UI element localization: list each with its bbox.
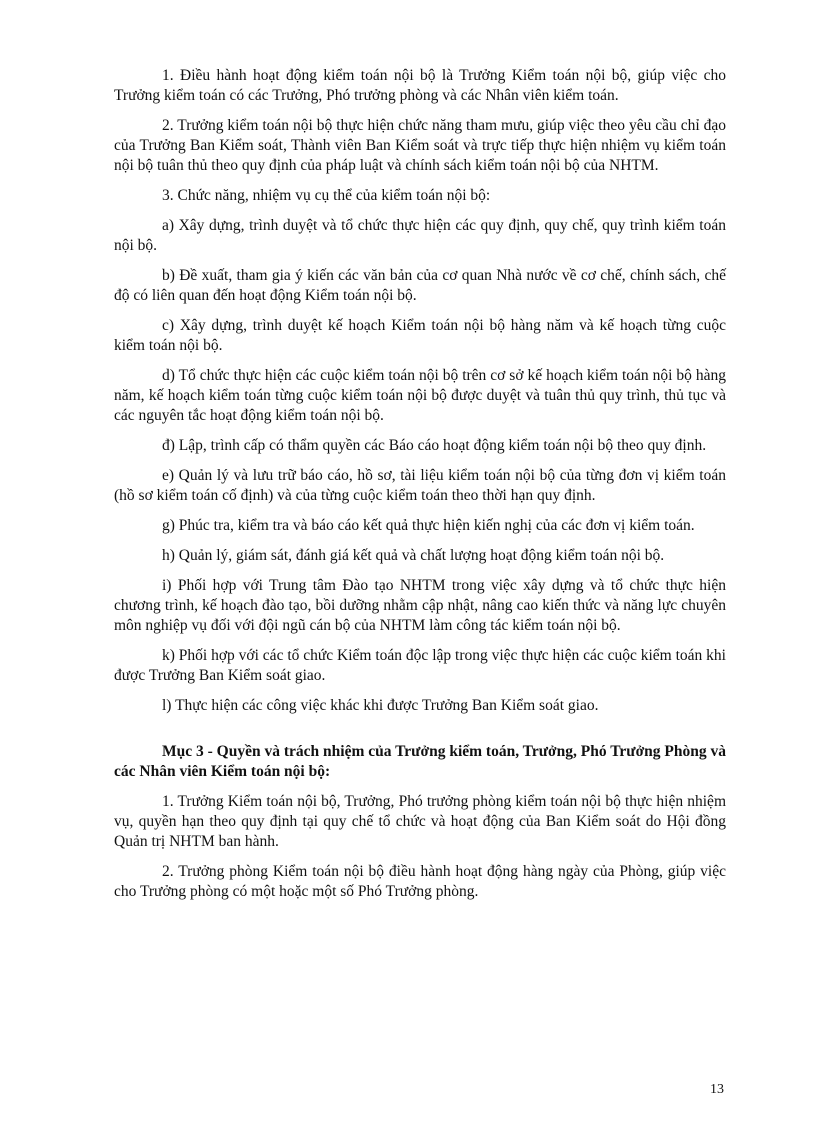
page-number: 13 bbox=[710, 1082, 724, 1097]
paragraph: c) Xây dựng, trình duyệt kế hoạch Kiểm toán nội bộ hàng năm và kế hoạch từng cuộc kiểm toán nội bộ. bbox=[114, 317, 726, 354]
paragraph: b) Đề xuất, tham gia ý kiến các văn bản của cơ quan Nhà nước về cơ chế, chính sách, chế độ có liên quan đến hoạt động Kiểm toán nội bộ. bbox=[114, 267, 726, 304]
paragraph: 1. Trưởng Kiểm toán nội bộ, Trưởng, Phó trưởng phòng kiểm toán nội bộ thực hiện nhiệm vụ, quyền hạn theo quy định tại quy chế tổ chức và hoạt động của Ban Kiểm soát do Hội đồng Quản trị NHTM ban hành. bbox=[114, 793, 726, 850]
paragraph: g) Phúc tra, kiểm tra và báo cáo kết quả thực hiện kiến nghị của các đơn vị kiểm toán. bbox=[162, 517, 695, 534]
paragraph: 1. Điều hành hoạt động kiểm toán nội bộ là Trưởng Kiểm toán nội bộ, giúp việc cho Trưởng kiểm toán có các Trưởng, Phó trưởng phòng và các Nhân viên kiểm toán. bbox=[114, 67, 726, 104]
paragraph: 3. Chức năng, nhiệm vụ cụ thể của kiểm toán nội bộ: bbox=[162, 187, 491, 204]
paragraph: l) Thực hiện các công việc khác khi được Trưởng Ban Kiểm soát giao. bbox=[162, 697, 599, 714]
paragraph: e) Quản lý và lưu trữ báo cáo, hồ sơ, tài liệu kiểm toán nội bộ của từng đơn vị kiểm toán (hồ sơ kiểm toán cố định) và của từng cuộc kiểm toán theo thời hạn quy định. bbox=[114, 467, 726, 504]
section-heading: Mục 3 - Quyền và trách nhiệm của Trưởng kiểm toán, Trưởng, Phó Trưởng Phòng và các Nhân viên Kiểm toán nội bộ: bbox=[114, 743, 726, 780]
paragraph: đ) Lập, trình cấp có thẩm quyền các Báo cáo hoạt động kiểm toán nội bộ theo quy định. bbox=[162, 437, 707, 454]
paragraph: h) Quản lý, giám sát, đánh giá kết quả và chất lượng hoạt động kiểm toán nội bộ. bbox=[162, 547, 665, 564]
paragraph: 2. Trưởng kiểm toán nội bộ thực hiện chức năng tham mưu, giúp việc theo yêu cầu chỉ đạo của Trưởng Ban Kiểm soát, Thành viên Ban Kiểm soát và trực tiếp thực hiện nhiệm vụ kiểm toán nội bộ tuân thủ theo quy định của pháp luật và chính sách kiểm toán nội bộ của NHTM. bbox=[114, 117, 726, 174]
document-page bbox=[114, 66, 726, 912]
paragraph: a) Xây dựng, trình duyệt và tổ chức thực hiện các quy định, quy chế, quy trình kiểm toán nội bộ. bbox=[114, 217, 726, 254]
paragraph: d) Tổ chức thực hiện các cuộc kiểm toán nội bộ trên cơ sở kế hoạch kiểm toán nội bộ hàng năm, kế hoạch kiểm toán từng cuộc kiểm toán nội bộ được duyệt và tuân thủ quy trình, thủ tục và các nguyên tắc hoạt động kiểm toán nội bộ. bbox=[114, 367, 726, 424]
paragraph: k) Phối hợp với các tổ chức Kiểm toán độc lập trong việc thực hiện các cuộc kiểm toán khi được Trưởng Ban Kiểm soát giao. bbox=[114, 647, 726, 684]
paragraph: i) Phối hợp với Trung tâm Đào tạo NHTM trong việc xây dựng và tổ chức thực hiện chương trình, kế hoạch đào tạo, bồi dưỡng nhằm cập nhật, nâng cao kiến thức và năng lực chuyên môn nghiệp vụ đối với đội ngũ cán bộ của NHTM làm công tác kiểm toán nội bộ. bbox=[114, 577, 726, 634]
paragraph: 2. Trưởng phòng Kiểm toán nội bộ điều hành hoạt động hàng ngày của Phòng, giúp việc cho Trưởng phòng có một hoặc một số Phó Trưởng phòng. bbox=[114, 863, 726, 900]
